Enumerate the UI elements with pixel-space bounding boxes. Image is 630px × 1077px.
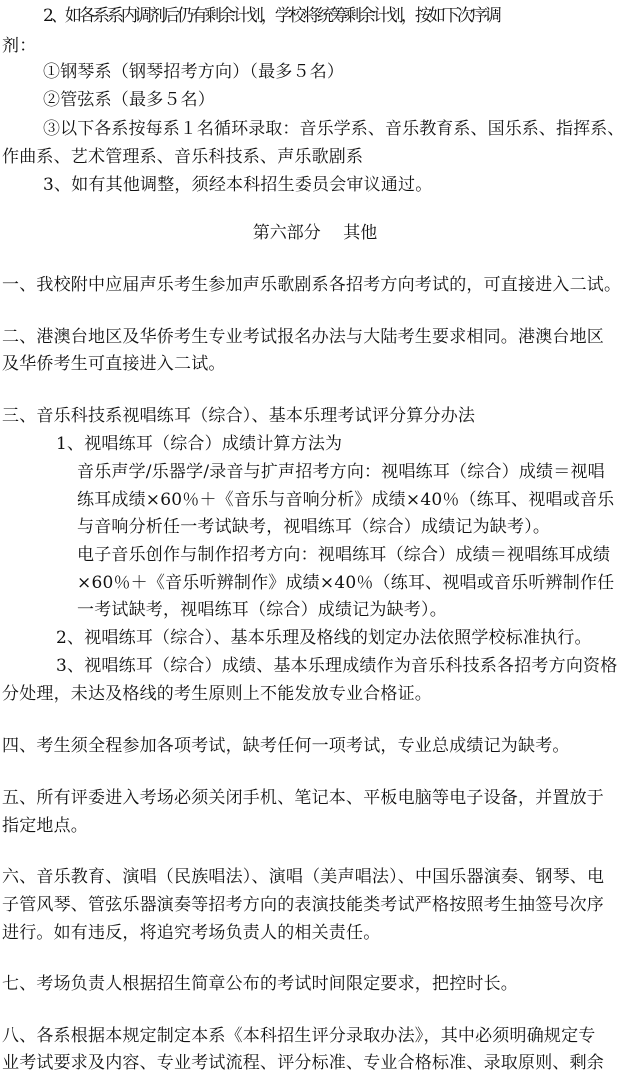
list-item: ②管弦系（最多５名） [43,90,215,110]
paragraph-line: 2、视唱练耳（综合）、基本乐理及格线的划定办法依照学校标准执行。 [56,628,592,648]
paragraph-line: 及华侨考生可直接进入二试。 [2,354,226,374]
paragraph-line: ×60％＋《音乐听辨制作》成绩×40％（练耳、视唱或音乐听辨制作任 [77,573,615,593]
list-item: ③以下各系按每系１名循环录取：音乐学系、音乐教育系、国乐系、指挥系、 [43,119,625,139]
paragraph-line: 二、港澳台地区及华侨考生专业考试报名办法与大陆考生要求相同。港澳台地区 [2,327,604,347]
paragraph-line: 3、视唱练耳（综合）成绩、基本乐理成绩作为音乐科技系各招考方向资格 [56,656,618,676]
paragraph-line: 练耳成绩×60％＋《音乐与音响分析》成绩×40％（练耳、视唱或音乐 [77,490,615,510]
paragraph-line: 指定地点。 [2,816,88,836]
paragraph-line: 三、音乐科技系视唱练耳（综合）、基本乐理考试评分算分办法 [2,406,476,426]
paragraph-line: 四、考生须全程参加各项考试，缺考任何一项考试，专业总成绩记为缺考。 [2,736,570,756]
section-heading: 第六部分 其他 [252,223,378,243]
paragraph-line: 一、我校附中应届声乐考生参加声乐歌剧系各招考方向考试的，可直接进入二试。 [2,275,622,295]
paragraph-line: 剂： [2,36,37,56]
paragraph-line: 五、所有评委进入考场必须关闭手机、笔记本、平板电脑等电子设备，并置放于 [2,788,604,808]
paragraph-line: 与音响分析任一考试缺考，视唱练耳（综合）成绩记为缺考）。 [77,517,551,537]
paragraph-line: 进行。如有违反，将追究考场负责人的相关责任。 [2,923,381,943]
paragraph-line: 子管风琴、管弦乐器演奏等招考方向的表演技能类考试严格按照考生抽签号次序 [2,895,604,915]
paragraph-line: 1、视唱练耳（综合）成绩计算方法为 [56,434,343,454]
paragraph-line: 电子音乐创作与制作招考方向：视唱练耳（综合）成绩＝视唱练耳成绩 [77,545,611,565]
paragraph-line: 七、考场负责人根据招生简章公布的考试时间限定要求，把控时长。 [2,974,518,994]
paragraph-line: 六、音乐教育、演唱（民族唱法）、演唱（美声唱法）、中国乐器演奏、钢琴、电 [2,867,605,887]
paragraph-line: 业考试要求及内容、专业考试流程、评分标准、专业合格标准、录取原则、剩余 [2,1053,604,1073]
paragraph-line: 音乐声学/乐器学/录音与扩声招考方向：视唱练耳（综合）成绩＝视唱 [77,462,605,482]
paragraph-line: 3、如有其他调整，须经本科招生委员会审议通过。 [43,175,433,195]
paragraph-line: 一考试缺考，视唱练耳（综合）成绩记为缺考）。 [77,600,447,620]
paragraph-line: 分处理，未达及格线的考生原则上不能发放专业合格证。 [2,684,432,704]
paragraph-line: 2、如各系系内调剂后仍有剩余计划，学校将统筹剩余计划，按如下次序调 [43,6,499,26]
list-item: ①钢琴系（钢琴招考方向）（最多５名） [43,62,345,82]
list-item: 作曲系、艺术管理系、音乐科技系、声乐歌剧系 [2,147,364,167]
paragraph-line: 八、各系根据本规定制定本系《本科招生评分录取办法》，其中必须明确规定专 [2,1026,596,1046]
